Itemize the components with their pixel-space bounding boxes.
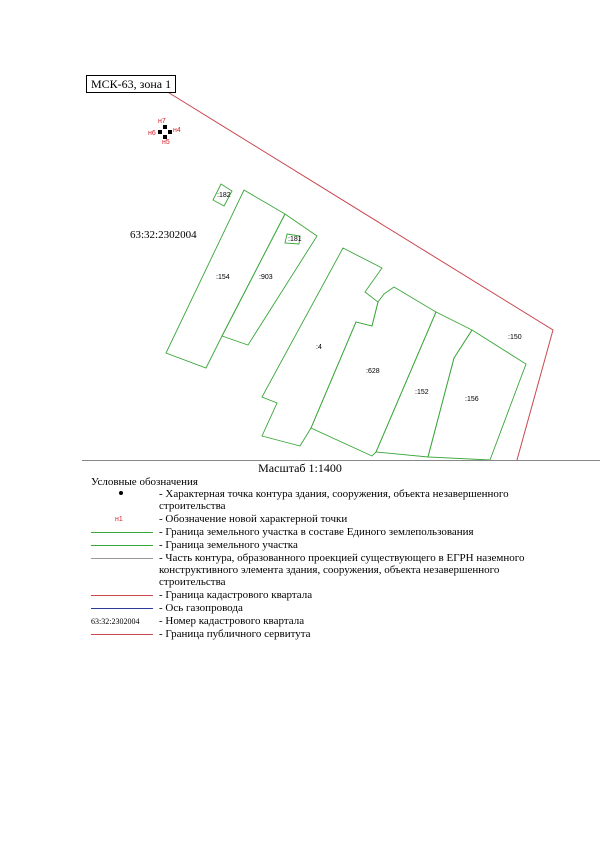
parcel-label: :150 — [508, 334, 522, 341]
legend — [91, 488, 551, 641]
parcel-label: :156 — [465, 396, 479, 403]
legend-item-building-contour: - Часть контура, образованного проекцией существующего в ЕГРН наземного конструктивного элемента здания, сооружения, объекта незавершенного строительства — [91, 552, 551, 588]
quarter-number-label: 63:32:2302004 — [130, 229, 197, 241]
parcel-label: :182 — [217, 192, 231, 199]
new-point-symbol: н1 — [115, 516, 123, 523]
legend-item-unified-parcel: - Граница земельного участка в составе Единого землепользования — [91, 526, 551, 538]
point-label: н7 — [158, 118, 166, 125]
coordinate-system-label: МСК-63, зона 1 — [86, 75, 176, 93]
legend-item-building-point: - Характерная точка контура здания, сооружения, объекта незавершенного строительства — [91, 488, 551, 512]
parcel-152 — [376, 312, 472, 457]
green-line-icon — [91, 545, 153, 546]
parcel-label: :152 — [415, 389, 429, 396]
legend-item-parcel: - Граница земельного участка — [91, 539, 551, 551]
legend-item-gas-axis: - Ось газопровода — [91, 602, 551, 614]
legend-item-quarter-number: 63:32:2302004 - Номер кадастрового квартала — [91, 615, 305, 627]
parcel-label: :903 — [259, 274, 273, 281]
parcel-label: :4 — [316, 344, 322, 351]
legend-item-servitude: - Граница публичного сервитута — [91, 628, 551, 640]
legend-title: Условные обозначения — [91, 476, 198, 488]
point-label: н5 — [162, 139, 170, 146]
legend-item-quarter-boundary: - Граница кадастрового квартала — [91, 589, 551, 601]
point-label: н6 — [148, 130, 156, 137]
red-line-icon — [91, 595, 153, 596]
gray-line-icon — [91, 558, 153, 559]
red-line-icon — [91, 634, 153, 635]
legend-item-new-point: н1 - Обозначение новой характерной точки — [115, 513, 348, 525]
parcel-156 — [428, 330, 526, 460]
parcel-label: :154 — [216, 274, 230, 281]
point-label: н4 — [173, 127, 181, 134]
green-line-icon — [91, 532, 153, 533]
point-marker-icon — [119, 491, 123, 495]
parcel-label: :181 — [288, 236, 302, 243]
scale-label: Масштаб 1:1400 — [258, 461, 342, 475]
quarter-number-symbol: 63:32:2302004 — [91, 617, 140, 626]
parcel-label: :628 — [366, 368, 380, 375]
new-points-cluster — [158, 125, 172, 139]
blue-line-icon — [91, 608, 153, 609]
parcel-4 — [262, 248, 382, 446]
